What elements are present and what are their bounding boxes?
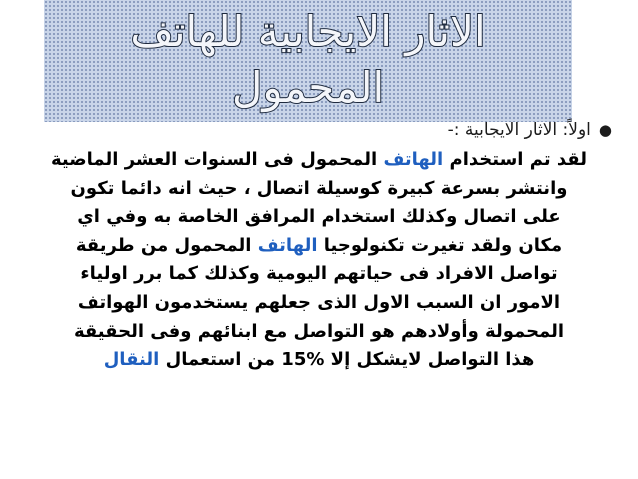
title-line-1: الاثار الايجابية للهاتف	[130, 7, 486, 56]
para-line-1	[51, 149, 587, 170]
bullet-label: اولاً: الاثار الايجابية :-	[447, 120, 591, 140]
body-paragraph	[30, 146, 608, 375]
para-line-4	[76, 235, 562, 256]
para-text: من استعمال	[165, 349, 276, 371]
title-line-2: المحمول	[231, 63, 385, 112]
highlight-word: الهاتف	[257, 234, 318, 256]
para-text: لقد تم استخدام	[449, 149, 587, 170]
highlight-word: النقال	[103, 349, 160, 371]
para-line-8	[104, 349, 535, 370]
slide-title	[44, 4, 572, 116]
para-text: مكان ولقد تغيرت تكنولوجيا	[323, 234, 563, 256]
para-line-2: وانتشر بسرعة كبيرة كوسيلة اتصال ، حيث انه دائما تكون	[70, 177, 568, 199]
percentage-value: 15%	[281, 349, 325, 371]
para-line-6: الامور ان السبب الاول الذى جعلهم يستخدمون الهواتف	[77, 291, 561, 313]
para-line-3: على اتصال وكذلك استخدام المرافق الخاصة به وفي اي	[77, 206, 561, 228]
highlight-word: الهاتف	[383, 149, 444, 170]
para-line-5: تواصل الافراد فى حياتهم اليومية وكذلك كما برر اولياء	[80, 263, 558, 285]
para-line-7: المحمولة وأولادهم هو التواصل مع ابنائهم وفى الحقيقة	[73, 320, 565, 342]
para-text: المحمول فى السنوات العشر الماضية	[51, 149, 378, 170]
para-text: المحمول من طريقة	[75, 234, 252, 256]
para-text: هذا التواصل لايشكل إلا	[330, 349, 535, 371]
bullet-dot-icon: ●	[598, 121, 612, 139]
bullet-item	[448, 119, 612, 141]
